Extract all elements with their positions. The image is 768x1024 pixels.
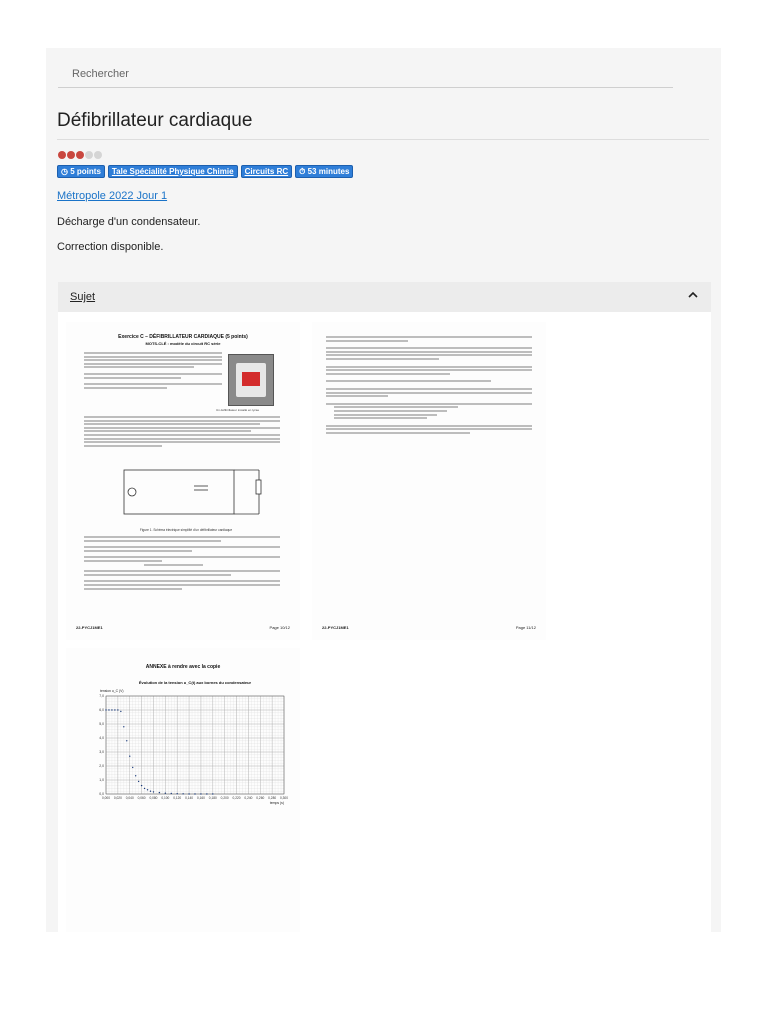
x-tick-label: 0,300: [280, 796, 288, 800]
data-point: [111, 709, 112, 710]
x-tick-label: 0,100: [161, 796, 170, 800]
data-point: [135, 775, 136, 776]
intro-text: [84, 352, 222, 390]
tag-points-label: 5 points: [70, 167, 101, 176]
data-point: [141, 785, 142, 786]
tag-points[interactable]: [57, 165, 105, 178]
exercise-description: Décharge d'un condensateur.: [57, 216, 201, 228]
chevron-up-icon[interactable]: [685, 287, 701, 303]
data-point: [150, 791, 151, 792]
source-link[interactable]: Métropole 2022 Jour 1: [57, 190, 168, 202]
stopwatch-icon: ⏱: [299, 167, 306, 176]
data-point: [126, 740, 127, 741]
x-tick-label: 0,000: [102, 796, 110, 800]
difficulty-dot: [94, 151, 102, 159]
difficulty-dot: [58, 151, 66, 159]
y-tick-label: 7,0: [99, 694, 104, 699]
x-tick-label: 0,200: [220, 796, 229, 800]
circuit-diagram: [84, 462, 284, 524]
data-point: [129, 756, 130, 757]
difficulty-dot: [67, 151, 75, 159]
pdf-page-11: [312, 322, 546, 640]
data-point: [132, 767, 133, 768]
x-tick-label: 0,080: [149, 796, 158, 800]
x-tick-label: 0,020: [113, 796, 122, 800]
tag-duration[interactable]: [295, 165, 353, 178]
x-tick-label: 0,040: [125, 796, 134, 800]
x-tick-label: 0,220: [232, 796, 241, 800]
accordion-header-sujet[interactable]: [58, 282, 711, 312]
defibrillator-photo: [228, 354, 274, 406]
y-tick-label: 5,0: [99, 722, 104, 727]
data-point: [188, 793, 189, 794]
data-point: [147, 789, 148, 790]
accordion-label: Sujet: [70, 291, 96, 303]
clock-icon: ◷: [61, 167, 68, 176]
y-tick-label: 1,0: [99, 778, 104, 783]
y-tick-label: 2,0: [99, 764, 104, 769]
pdf-page-10: [66, 322, 300, 640]
exercise-card: [46, 48, 721, 932]
questions-q1-q4: [84, 536, 280, 591]
difficulty-rating: [58, 151, 102, 161]
data-point: [165, 792, 166, 793]
annexe-title: ANNEXE à rendre avec la copie: [145, 664, 221, 670]
data-point: [182, 793, 183, 794]
photo-caption: Un défibrillateur installé en lycée: [216, 408, 260, 412]
x-tick-label: 0,280: [268, 796, 277, 800]
page-footer: 22-PYCJ1ME1 Page 11/12: [322, 625, 536, 630]
y-tick-label: 0,0: [99, 792, 104, 797]
x-tick-label: 0,160: [196, 796, 205, 800]
data-point: [206, 793, 207, 794]
voltage-chart: [84, 676, 294, 816]
y-tick-label: 6,0: [99, 708, 104, 713]
y-axis-label: tension u_C (V): [100, 689, 124, 693]
x-tick-label: 0,140: [185, 796, 194, 800]
data-point: [144, 788, 145, 789]
x-tick-label: 0,060: [137, 796, 146, 800]
x-tick-label: 0,180: [208, 796, 217, 800]
tag-list: [57, 165, 353, 178]
correction-status: Correction disponible.: [57, 241, 164, 253]
difficulty-dot: [76, 151, 84, 159]
data-point: [105, 709, 106, 710]
data-point: [194, 793, 195, 794]
x-tick-label: 0,120: [173, 796, 182, 800]
data-point: [212, 793, 213, 794]
search-input[interactable]: Rechercher: [58, 56, 673, 88]
x-tick-label: 0,240: [244, 796, 253, 800]
data-point: [200, 793, 201, 794]
y-tick-label: 3,0: [99, 750, 104, 755]
page-footer: 22-PYCJ1ME1 Page 10/12: [76, 625, 290, 630]
accordion-body: [58, 312, 711, 932]
circuit-description: [84, 416, 280, 448]
x-tick-label: 0,260: [256, 796, 265, 800]
page-title: Défibrillateur cardiaque: [57, 110, 709, 140]
tag-level[interactable]: Tale Spécialité Physique Chimie: [108, 165, 238, 178]
data-point: [117, 709, 118, 710]
tag-topic[interactable]: Circuits RC: [241, 165, 293, 178]
exercise-subheading: MOTS-CLÉ : modèle du circuit RC série: [145, 341, 221, 346]
data-point: [159, 792, 160, 793]
x-axis-label: temps (s): [269, 801, 284, 805]
data-point: [114, 709, 115, 710]
y-tick-label: 4,0: [99, 736, 104, 741]
chart-title: Évolution de la tension u_C(t) aux bornes du condensateur: [138, 680, 252, 685]
tag-duration-label: 53 minutes: [307, 167, 350, 176]
exercise-heading: Exercice C – DÉFIBRILLATEUR CARDIAQUE (5 points): [118, 334, 248, 340]
data-point: [120, 711, 121, 712]
data-point: [171, 793, 172, 794]
pdf-page-annexe: [66, 648, 300, 932]
questions-q3-q8: [326, 336, 532, 435]
data-point: [123, 726, 124, 727]
data-point: [138, 781, 139, 782]
difficulty-dot: [85, 151, 93, 159]
data-point: [177, 793, 178, 794]
figure-caption: Figure 1. Schéma électrique simplifié d'un défibrillateur cardiaque: [139, 528, 233, 532]
data-point: [153, 791, 154, 792]
data-point: [108, 709, 109, 710]
